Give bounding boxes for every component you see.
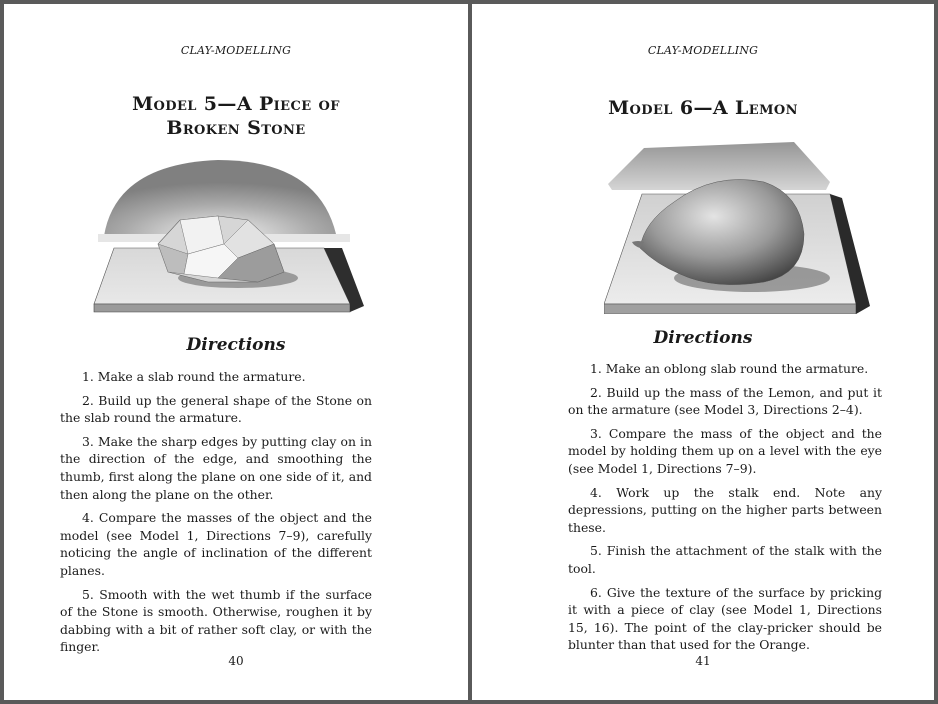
direction-item: 3. Make the sharp edges by putting clay on in the direction of the edge, and smoothing the thumb, first along the plane on one side of it, and then along the plane on the other.: [60, 433, 372, 502]
direction-item: 6. Give the texture of the surface by pricking it with a piece of clay (see Model 1, Directions 15, 16). The point of the clay-pricker should be blunter than that used for the Orange.: [568, 584, 882, 653]
running-head: CLAY-MODELLING: [647, 44, 759, 57]
direction-item: 5. Smooth with the wet thumb if the surface of the Stone is smooth. Otherwise, roughen it by dabbing with a bit of rather soft clay, or with the finger.: [60, 586, 372, 655]
broken-stone-illustration: [88, 154, 364, 324]
lemon-illustration: [604, 138, 874, 314]
directions-list: [568, 360, 882, 660]
direction-item: 4. Work up the stalk end. Note any depressions, putting on the higher parts between these.: [568, 484, 882, 535]
direction-item: 5. Finish the attachment of the stalk with the tool.: [568, 543, 882, 576]
directions-heading: Directions: [186, 335, 286, 355]
direction-item: 1. Make an oblong slab round the armature.: [590, 361, 869, 376]
page-number: 41: [695, 654, 711, 668]
directions-heading: Directions: [653, 328, 753, 348]
page-title: [4, 92, 468, 140]
page-title: Model 6—A Lemon: [608, 97, 798, 119]
running-head: CLAY-MODELLING: [180, 44, 292, 57]
direction-item: 3. Compare the mass of the object and the model by holding them up on a level with the eye (see Model 1, Directions 7–9).: [568, 425, 882, 476]
direction-item: 2. Build up the mass of the Lemon, and put it on the armature (see Model 3, Directions 2–4).: [568, 384, 882, 418]
direction-item: 4. Compare the masses of the object and the model (see Model 1, Directions 7–9), carefully noticing the angle of inclination of the different planes.: [60, 510, 372, 578]
direction-item: 2. Build up the general shape of the Stone on the slab round the armature.: [60, 392, 372, 426]
directions-list: [60, 368, 372, 662]
direction-item: 1. Make a slab round the armature.: [82, 369, 306, 384]
page-number: 40: [228, 654, 244, 668]
title-line-2: Broken Stone: [166, 117, 306, 139]
left-page: [4, 4, 468, 700]
title-line-1: Model 5—A Piece of: [132, 93, 340, 115]
right-page: [472, 4, 934, 700]
